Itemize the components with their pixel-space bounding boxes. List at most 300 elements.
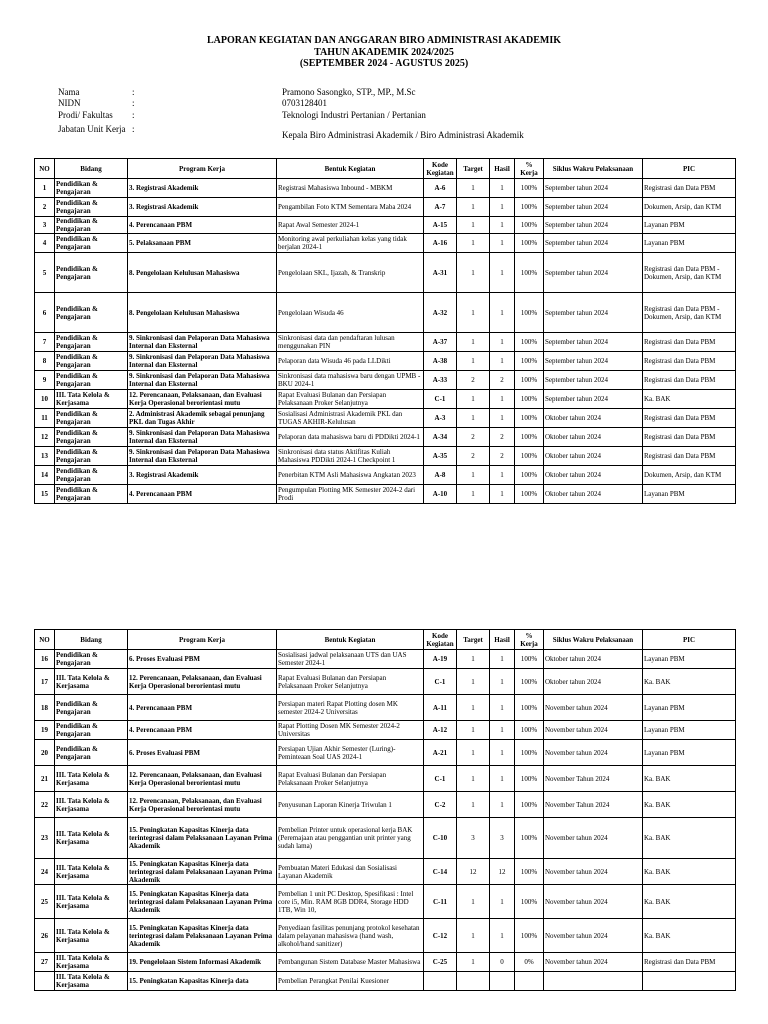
col-header-pic: PIC	[643, 630, 736, 650]
cell-kerja: 100%	[515, 485, 544, 504]
cell-target: 1	[457, 409, 490, 428]
cell-hasil: 1	[490, 885, 515, 919]
cell-program: 4. Perencanaan PBM	[128, 217, 277, 234]
cell-bidang: III. Tata Kelola & Kerjasama	[55, 919, 128, 953]
report-title-line-1: LAPORAN KEGIATAN DAN ANGGARAN BIRO ADMINISTRASI AKADEMIK	[206, 35, 562, 46]
cell-kerja: 100%	[515, 919, 544, 953]
table-row	[35, 766, 736, 792]
cell-pic: Ka. BAK	[643, 669, 736, 695]
cell-siklus: September tahun 2024	[544, 198, 643, 217]
cell-siklus: November tahun 2024	[544, 818, 643, 859]
cell-pic: Registrasi dan Data PBM	[643, 428, 736, 447]
cell-program: 15. Peningkatan Kapasitas Kinerja data terintegrasi dalam Pelaksanaan Layanan Prima Akademik	[128, 919, 277, 953]
cell-kode: C-1	[424, 669, 457, 695]
cell-no: 22	[35, 792, 55, 818]
table-row	[35, 409, 736, 428]
cell-target: 2	[457, 371, 490, 390]
cell-siklus: Oktober tahun 2024	[544, 669, 643, 695]
table-row	[35, 972, 736, 991]
table-row	[35, 466, 736, 485]
table-row	[35, 253, 736, 293]
cell-kode: A-7	[424, 198, 457, 217]
cell-pic: Registrasi dan Data PBM	[643, 447, 736, 466]
cell-pic: Dokumen, Arsip, dan KTM	[643, 466, 736, 485]
cell-kerja: 100%	[515, 409, 544, 428]
cell-pic: Registrasi dan Data PBM - Dokumen, Arsip, dan KTM	[643, 293, 736, 333]
info-value: Kepala Biro Administrasi Akademik / Biro Administrasi Akademik	[282, 130, 524, 140]
cell-kode: A-37	[424, 333, 457, 352]
cell-target: 1	[457, 485, 490, 504]
cell-hasil: 1	[490, 695, 515, 721]
cell-bentuk: Sosialisasi jadwal pelaksanaan UTS dan UAS Semester 2024-1	[277, 650, 424, 669]
cell-hasil: 2	[490, 447, 515, 466]
col-header-kerja: % Kerja	[515, 630, 544, 650]
cell-hasil: 1	[490, 466, 515, 485]
cell-kerja: 100%	[515, 390, 544, 409]
cell-hasil: 3	[490, 818, 515, 859]
cell-no: 2	[35, 198, 55, 217]
cell-pic: Registrasi dan Data PBM - Dokumen, Arsip, dan KTM	[643, 253, 736, 293]
cell-pic: Ka. BAK	[643, 919, 736, 953]
report-title-line-2: TAHUN AKADEMIK 2024/2025	[314, 46, 454, 58]
cell-target: 1	[457, 669, 490, 695]
cell-kerja: 100%	[515, 885, 544, 919]
cell-kerja: 100%	[515, 766, 544, 792]
cell-target: 1	[457, 293, 490, 333]
cell-kerja: 100%	[515, 371, 544, 390]
cell-pic: Layanan PBM	[643, 485, 736, 504]
info-value: Teknologi Industri Pertanian / Pertanian	[282, 110, 426, 120]
cell-siklus: November tahun 2024	[544, 885, 643, 919]
col-header-siklus: Siklus Wakru Pelaksanaan	[544, 630, 643, 650]
cell-bentuk: Pengelolaan Wisuda 46	[277, 293, 424, 333]
cell-siklus: November tahun 2024	[544, 919, 643, 953]
cell-target: 1	[457, 234, 490, 253]
cell-siklus: November tahun 2024	[544, 953, 643, 972]
cell-hasil: 1	[490, 352, 515, 371]
cell-bentuk: Persiapan materi Rapat Plotting dosen MK semester 2024-2 Universitas	[277, 695, 424, 721]
cell-kerja: 100%	[515, 818, 544, 859]
cell-kode: A-38	[424, 352, 457, 371]
cell-program: 12. Perencanaan, Pelaksanaan, dan Evaluasi Kerja Operasional berorientasi mutu	[128, 792, 277, 818]
cell-kode: A-3	[424, 409, 457, 428]
cell-bidang: Pendidikan & Pengajaran	[55, 371, 128, 390]
cell-bentuk: Pengambilan Foto KTM Sementara Maba 2024	[277, 198, 424, 217]
cell-pic: Registrasi dan Data PBM	[643, 179, 736, 198]
cell-no: 13	[35, 447, 55, 466]
cell-program: 4. Perencanaan PBM	[128, 485, 277, 504]
cell-hasil: 12	[490, 859, 515, 885]
cell-siklus: November tahun 2024	[544, 721, 643, 740]
cell-kode: C-25	[424, 953, 457, 972]
cell-bentuk: Pembelian Printer untuk operasional kerja BAK (Peremajaan atau penggantian unit printer yang sudah lama)	[277, 818, 424, 859]
table-row	[35, 333, 736, 352]
col-header-hasil: Hasil	[490, 159, 515, 179]
cell-bentuk: Monitoring awal perkuliahan kelas yang tidak berjalan 2024-1	[277, 234, 424, 253]
cell-no: 15	[35, 485, 55, 504]
cell-hasil: 1	[490, 217, 515, 234]
cell-hasil	[490, 972, 515, 991]
cell-siklus: November Tahun 2024	[544, 766, 643, 792]
col-header-target: Target	[457, 159, 490, 179]
cell-bidang: Pendidikan & Pengajaran	[55, 293, 128, 333]
cell-bentuk: Pembangunan Sistem Database Master Mahasiswa	[277, 953, 424, 972]
cell-pic: Ka. BAK	[643, 792, 736, 818]
cell-bentuk: Penyediaan fasilitas penunjang protokol kesehatan dalam pelayanan mahasiswa (hand wash, alkohol/hand sanitizer)	[277, 919, 424, 953]
table-row	[35, 390, 736, 409]
cell-bentuk: Rapat Awal Semester 2024-1	[277, 217, 424, 234]
cell-pic: Layanan PBM	[643, 695, 736, 721]
cell-bidang: Pendidikan & Pengajaran	[55, 333, 128, 352]
cell-hasil: 1	[490, 650, 515, 669]
cell-program: 12. Perencanaan, Pelaksanaan, dan Evaluasi Kerja Operasional berorientasi mutu	[128, 766, 277, 792]
cell-no: 19	[35, 721, 55, 740]
cell-kerja: 100%	[515, 293, 544, 333]
cell-target: 1	[457, 390, 490, 409]
cell-bentuk: Rapat Evaluasi Bulanan dan Persiapan Pelaksanaan Proker Selanjutnya	[277, 390, 424, 409]
cell-bentuk: Penerbitan KTM Asli Mahasiswa Angkatan 2023	[277, 466, 424, 485]
cell-kerja: 100%	[515, 650, 544, 669]
info-colon: :	[132, 110, 135, 120]
cell-target: 3	[457, 818, 490, 859]
table-row	[35, 352, 736, 371]
cell-program: 2. Administrasi Akademik sebagai penunjang PKL dan Tugas Akhir	[128, 409, 277, 428]
info-label: Nama	[58, 87, 80, 97]
cell-kerja: 100%	[515, 721, 544, 740]
cell-bentuk: Sinkronisasi data status Aktifitas Kuliah Mahasiswa PDDikti 2024-1 Checkpoint 1	[277, 447, 424, 466]
report-title-line-3: (SEPTEMBER 2024 - AGUSTUS 2025)	[299, 58, 469, 69]
cell-no: 12	[35, 428, 55, 447]
cell-kode: C-1	[424, 766, 457, 792]
cell-program: 8. Pengelolaan Kelulusan Mahasiswa	[128, 293, 277, 333]
cell-no: 6	[35, 293, 55, 333]
cell-target: 1	[457, 885, 490, 919]
cell-siklus	[544, 972, 643, 991]
table-row	[35, 721, 736, 740]
cell-siklus: Oktober tahun 2024	[544, 409, 643, 428]
col-header-bidang: Bidang	[55, 159, 128, 179]
cell-no: 27	[35, 953, 55, 972]
cell-kode: A-10	[424, 485, 457, 504]
cell-bidang: III. Tata Kelola & Kerjasama	[55, 669, 128, 695]
cell-bidang: Pendidikan & Pengajaran	[55, 198, 128, 217]
cell-no: 18	[35, 695, 55, 721]
cell-target: 1	[457, 740, 490, 766]
cell-bentuk: Rapat Evaluasi Bulanan dan Persiapan Pelaksanaan Proker Selanjutnya	[277, 766, 424, 792]
cell-bentuk: Pelaporan data mahasiswa baru di PDDikti 2024-1	[277, 428, 424, 447]
table-row	[35, 179, 736, 198]
cell-pic: Layanan PBM	[643, 650, 736, 669]
cell-siklus: November tahun 2024	[544, 695, 643, 721]
cell-kerja: 100%	[515, 179, 544, 198]
cell-siklus: Oktober tahun 2024	[544, 447, 643, 466]
cell-hasil: 1	[490, 792, 515, 818]
col-header-program: Program Kerja	[128, 630, 277, 650]
table-row	[35, 919, 736, 953]
cell-target: 1	[457, 919, 490, 953]
cell-bentuk: Pengumpulan Plotting MK Semester 2024-2 dari Prodi	[277, 485, 424, 504]
cell-program: 15. Peningkatan Kapasitas Kinerja data	[128, 972, 277, 991]
cell-hasil: 1	[490, 485, 515, 504]
cell-pic: Registrasi dan Data PBM	[643, 409, 736, 428]
cell-hasil: 1	[490, 234, 515, 253]
cell-bidang: Pendidikan & Pengajaran	[55, 466, 128, 485]
cell-kerja: 100%	[515, 740, 544, 766]
table-row	[35, 885, 736, 919]
cell-kode: A-19	[424, 650, 457, 669]
cell-bidang: Pendidikan & Pengajaran	[55, 234, 128, 253]
table-row	[35, 650, 736, 669]
cell-program: 15. Peningkatan Kapasitas Kinerja data terintegrasi dalam Pelaksanaan Layanan Prima Akademik	[128, 818, 277, 859]
cell-pic: Registrasi dan Data PBM	[643, 953, 736, 972]
cell-no: 26	[35, 919, 55, 953]
table-row	[35, 371, 736, 390]
cell-pic: Ka. BAK	[643, 859, 736, 885]
cell-pic: Ka. BAK	[643, 766, 736, 792]
cell-hasil: 1	[490, 919, 515, 953]
table-row	[35, 293, 736, 333]
cell-target: 1	[457, 466, 490, 485]
info-label: Prodi/ Fakultas	[58, 110, 113, 120]
table-row	[35, 447, 736, 466]
cell-kerja: 100%	[515, 859, 544, 885]
cell-kode: A-6	[424, 179, 457, 198]
cell-no: 24	[35, 859, 55, 885]
info-value: 0703128401	[282, 98, 327, 108]
cell-kerja: 100%	[515, 253, 544, 293]
cell-pic: Registrasi dan Data PBM	[643, 352, 736, 371]
cell-bidang: Pendidikan & Pengajaran	[55, 253, 128, 293]
cell-pic: Registrasi dan Data PBM	[643, 333, 736, 352]
cell-hasil: 1	[490, 179, 515, 198]
cell-no: 20	[35, 740, 55, 766]
cell-program: 5. Pelaksanaan PBM	[128, 234, 277, 253]
cell-bidang: Pendidikan & Pengajaran	[55, 409, 128, 428]
cell-target: 2	[457, 447, 490, 466]
cell-program: 15. Peningkatan Kapasitas Kinerja data terintegrasi dalam Pelaksanaan Layanan Prima Akademik	[128, 885, 277, 919]
col-header-pic: PIC	[643, 159, 736, 179]
info-colon: :	[132, 98, 135, 108]
table-row	[35, 792, 736, 818]
cell-pic: Layanan PBM	[643, 217, 736, 234]
cell-siklus: September tahun 2024	[544, 293, 643, 333]
cell-no: 11	[35, 409, 55, 428]
table-row	[35, 669, 736, 695]
cell-bidang: Pendidikan & Pengajaran	[55, 650, 128, 669]
cell-program: 12. Perencanaan, Pelaksanaan, dan Evaluasi Kerja Operasional berorientasi mutu	[128, 669, 277, 695]
cell-no: 10	[35, 390, 55, 409]
cell-no: 23	[35, 818, 55, 859]
cell-kerja: 100%	[515, 333, 544, 352]
cell-pic: Layanan PBM	[643, 234, 736, 253]
cell-bidang: III. Tata Kelola & Kerjasama	[55, 766, 128, 792]
table-row	[35, 234, 736, 253]
cell-program: 3. Registrasi Akademik	[128, 198, 277, 217]
cell-bidang: III. Tata Kelola & Kerjasama	[55, 818, 128, 859]
cell-target	[457, 972, 490, 991]
table-row	[35, 818, 736, 859]
cell-target: 1	[457, 766, 490, 792]
cell-bentuk: Registrasi Mahasiswa Inbound - MBKM	[277, 179, 424, 198]
cell-bidang: III. Tata Kelola & Kerjasama	[55, 792, 128, 818]
cell-pic: Dokumen, Arsip, dan KTM	[643, 198, 736, 217]
cell-bidang: III. Tata Kelola & Kerjasama	[55, 859, 128, 885]
cell-kerja	[515, 972, 544, 991]
cell-hasil: 0	[490, 953, 515, 972]
cell-kode: C-11	[424, 885, 457, 919]
cell-kode: C-1	[424, 390, 457, 409]
table-header-row	[35, 630, 736, 650]
col-header-kode: Kode Kegiatan	[424, 159, 457, 179]
cell-kode: A-8	[424, 466, 457, 485]
cell-bidang: Pendidikan & Pengajaran	[55, 428, 128, 447]
cell-siklus: September tahun 2024	[544, 333, 643, 352]
cell-bidang: Pendidikan & Pengajaran	[55, 695, 128, 721]
cell-bentuk: Penyusunan Laporan Kinerja Triwulan 1	[277, 792, 424, 818]
cell-no: 17	[35, 669, 55, 695]
cell-hasil: 1	[490, 333, 515, 352]
cell-pic: Ka. BAK	[643, 390, 736, 409]
cell-target: 1	[457, 792, 490, 818]
cell-siklus: September tahun 2024	[544, 352, 643, 371]
cell-kode: A-12	[424, 721, 457, 740]
table-row	[35, 695, 736, 721]
cell-no: 7	[35, 333, 55, 352]
cell-bidang: Pendidikan & Pengajaran	[55, 352, 128, 371]
cell-no: 1	[35, 179, 55, 198]
cell-bentuk: Pengelolaan SKL, Ijazah, & Transkrip	[277, 253, 424, 293]
cell-hasil: 1	[490, 740, 515, 766]
cell-siklus: September tahun 2024	[544, 179, 643, 198]
cell-bentuk: Sinkronisasi data dan pendaftaran lulusan menggunakan PIN	[277, 333, 424, 352]
cell-bentuk: Sosialisasi Administrasi Akademik PKL dan TUGAS AKHIR-Kelulusan	[277, 409, 424, 428]
cell-kode: A-16	[424, 234, 457, 253]
table-row	[35, 217, 736, 234]
info-colon: :	[132, 87, 135, 97]
cell-bentuk: Persiapan Ujian Akhir Semester (Luring)-Peminteaan Soal UAS 2024-1	[277, 740, 424, 766]
cell-kode: C-2	[424, 792, 457, 818]
cell-bidang: Pendidikan & Pengajaran	[55, 217, 128, 234]
info-value: Pramono Sasongko, STP., MP., M.Sc	[282, 87, 416, 97]
cell-kode: A-21	[424, 740, 457, 766]
cell-bidang: Pendidikan & Pengajaran	[55, 721, 128, 740]
cell-kerja: 100%	[515, 428, 544, 447]
cell-kode: A-31	[424, 253, 457, 293]
cell-bentuk: Pelaporan data Wisuda 46 pada LLDikti	[277, 352, 424, 371]
cell-siklus: Oktober tahun 2024	[544, 428, 643, 447]
cell-target: 1	[457, 333, 490, 352]
table-row	[35, 953, 736, 972]
cell-kode: A-35	[424, 447, 457, 466]
cell-hasil: 1	[490, 293, 515, 333]
cell-bentuk: Pembuatan Materi Edukasi dan Sosialisasi Layanan Akademik	[277, 859, 424, 885]
cell-no: 14	[35, 466, 55, 485]
cell-kode: C-12	[424, 919, 457, 953]
cell-pic	[643, 972, 736, 991]
col-header-siklus: Siklus Wakru Pelaksanaan	[544, 159, 643, 179]
table-row	[35, 859, 736, 885]
cell-no: 16	[35, 650, 55, 669]
cell-siklus: November Tahun 2024	[544, 792, 643, 818]
cell-no: 8	[35, 352, 55, 371]
cell-kerja: 100%	[515, 669, 544, 695]
table-row	[35, 428, 736, 447]
activity-table-2	[34, 629, 736, 991]
col-header-kerja: % Kerja	[515, 159, 544, 179]
cell-bidang: Pendidikan & Pengajaran	[55, 447, 128, 466]
cell-pic: Layanan PBM	[643, 740, 736, 766]
cell-kerja: 100%	[515, 466, 544, 485]
cell-target: 1	[457, 198, 490, 217]
cell-kode: C-10	[424, 818, 457, 859]
cell-kode: A-33	[424, 371, 457, 390]
cell-kode: A-32	[424, 293, 457, 333]
cell-kerja: 100%	[515, 695, 544, 721]
cell-target: 1	[457, 179, 490, 198]
col-header-no: NO	[35, 630, 55, 650]
col-header-program: Program Kerja	[128, 159, 277, 179]
cell-siklus: Oktober tahun 2024	[544, 466, 643, 485]
cell-program: 4. Perencanaan PBM	[128, 695, 277, 721]
cell-bidang: III. Tata Kelola & Kerjasama	[55, 885, 128, 919]
cell-kerja: 100%	[515, 217, 544, 234]
col-header-bentuk: Bentuk Kegiatan	[277, 159, 424, 179]
cell-kode: C-14	[424, 859, 457, 885]
cell-program: 6. Proses Evaluasi PBM	[128, 650, 277, 669]
cell-siklus: September tahun 2024	[544, 253, 643, 293]
cell-bidang: Pendidikan & Pengajaran	[55, 485, 128, 504]
cell-siklus: September tahun 2024	[544, 234, 643, 253]
cell-kerja: 100%	[515, 198, 544, 217]
cell-siklus: Oktober tahun 2024	[544, 485, 643, 504]
activity-table-1	[34, 158, 736, 504]
cell-target: 12	[457, 859, 490, 885]
cell-bidang: III. Tata Kelola & Kerjasama	[55, 953, 128, 972]
cell-no: 4	[35, 234, 55, 253]
table-row	[35, 740, 736, 766]
col-header-hasil: Hasil	[490, 630, 515, 650]
cell-bidang: III. Tata Kelola & Kerjasama	[55, 390, 128, 409]
cell-pic: Ka. BAK	[643, 818, 736, 859]
cell-kode	[424, 972, 457, 991]
cell-hasil: 1	[490, 669, 515, 695]
cell-no: 21	[35, 766, 55, 792]
cell-program: 15. Peningkatan Kapasitas Kinerja data terintegrasi dalam Pelaksanaan Layanan Prima Akademik	[128, 859, 277, 885]
info-colon: :	[132, 124, 135, 134]
cell-siklus: September tahun 2024	[544, 371, 643, 390]
info-label: NIDN	[58, 98, 81, 108]
cell-bentuk: Pembelian 1 unit PC Desktop, Spesifikasi : Intel core i5, Min. RAM 8GB DDR4, Storage HDD 1TB, Win 10,	[277, 885, 424, 919]
cell-target: 1	[457, 650, 490, 669]
info-label: Jabatan Unit Kerja	[58, 124, 126, 134]
cell-bentuk: Rapat Plotting Dosen MK Semester 2024-2 Universitas	[277, 721, 424, 740]
cell-hasil: 1	[490, 198, 515, 217]
cell-target: 1	[457, 695, 490, 721]
cell-hasil: 1	[490, 721, 515, 740]
cell-kode: A-15	[424, 217, 457, 234]
cell-kerja: 100%	[515, 352, 544, 371]
cell-bidang: Pendidikan & Pengajaran	[55, 179, 128, 198]
cell-pic: Ka. BAK	[643, 885, 736, 919]
cell-hasil: 1	[490, 409, 515, 428]
cell-program: 9. Sinkronisasi dan Pelaporan Data Mahasiswa Internal dan Eksternal	[128, 333, 277, 352]
cell-bentuk: Sinkronisasi data mahasiswa baru dengan UPMB - BKU 2024-1	[277, 371, 424, 390]
cell-no	[35, 972, 55, 991]
cell-program: 9. Sinkronisasi dan Pelaporan Data Mahasiswa Internal dan Eksternal	[128, 447, 277, 466]
cell-target: 1	[457, 253, 490, 293]
cell-siklus: September tahun 2024	[544, 390, 643, 409]
cell-target: 2	[457, 428, 490, 447]
